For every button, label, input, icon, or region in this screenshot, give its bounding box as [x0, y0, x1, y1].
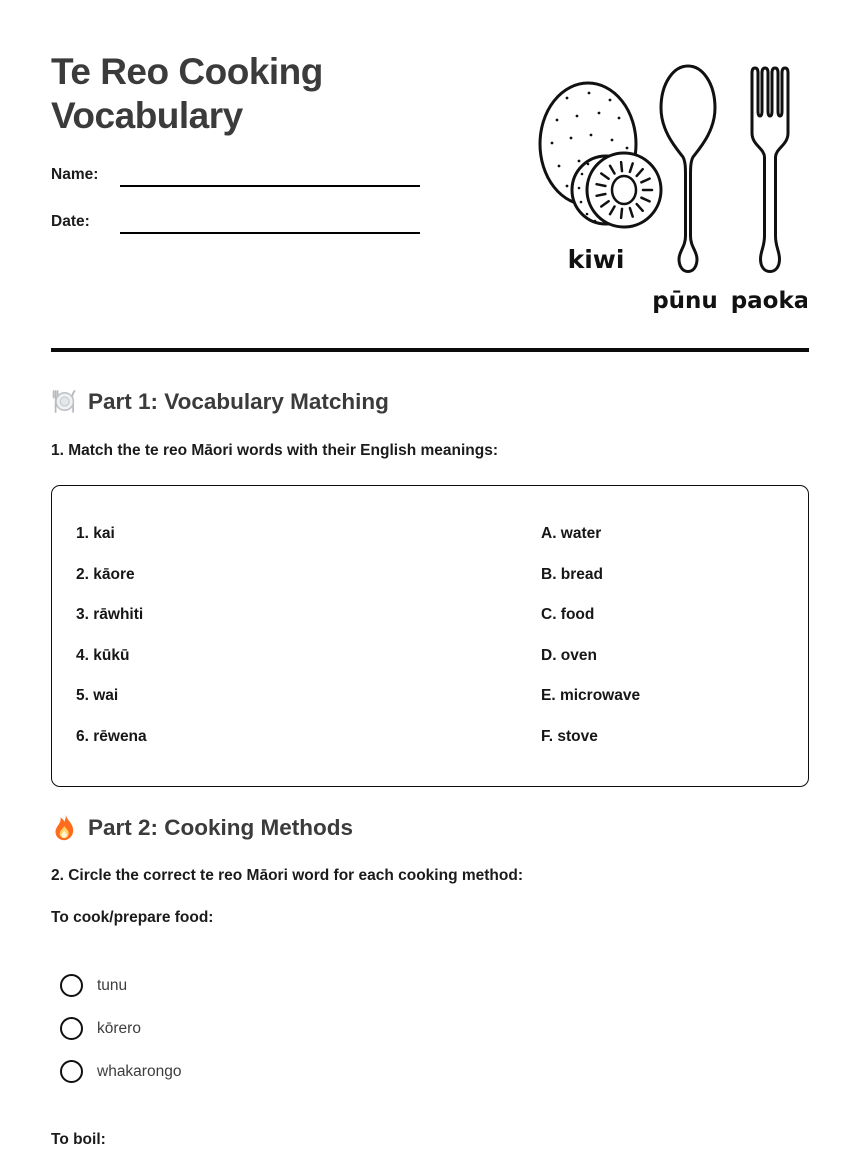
name-input[interactable]	[120, 162, 420, 187]
plate-with-cutlery-icon	[51, 388, 78, 415]
spoon-caption: pūnu	[652, 288, 718, 313]
question1-options	[51, 964, 809, 1093]
fork-drawing	[752, 68, 788, 272]
match-item: 3. rāwhiti	[76, 606, 144, 623]
option-row-tunu[interactable]	[51, 964, 809, 1007]
option-label: whakarongo	[97, 1062, 182, 1080]
part1-instruction: 1. Match the te reo Māori words with their English meanings:	[51, 442, 498, 459]
option-label: tunu	[97, 976, 128, 994]
name-label: Name:	[51, 166, 99, 183]
match-item: C. food	[541, 606, 595, 623]
name-field-row	[51, 162, 420, 187]
date-input[interactable]	[120, 209, 420, 234]
spoon-drawing	[661, 66, 715, 272]
radio-circle[interactable]	[60, 974, 83, 997]
part2-section	[51, 814, 809, 1149]
section-divider	[51, 348, 809, 352]
part2-heading-text: Part 2: Cooking Methods	[88, 814, 354, 840]
match-item: 2. kāore	[76, 565, 135, 583]
worksheet-header	[51, 0, 809, 348]
kiwi-caption: kiwi	[567, 245, 625, 274]
match-item: 6. rēwena	[76, 727, 147, 745]
option-row-korero[interactable]	[51, 1007, 809, 1050]
part2-heading	[51, 814, 809, 841]
option-label: kōrero	[97, 1019, 141, 1037]
page-title: Te Reo Cooking Vocabulary	[51, 51, 323, 136]
match-item: 4. kūkū	[76, 646, 130, 664]
question2-label: To boil:	[51, 1131, 106, 1148]
part1-section	[51, 388, 809, 787]
radio-circle[interactable]	[60, 1060, 83, 1083]
english-meanings-column	[541, 525, 784, 786]
option-row-whakarongo[interactable]	[51, 1050, 809, 1093]
fire-icon	[51, 814, 78, 841]
kiwi-cutlery-illustration	[527, 58, 807, 313]
question1-label: To cook/prepare food:	[51, 909, 214, 926]
part1-heading-text: Part 1: Vocabulary Matching	[88, 388, 389, 414]
date-label: Date:	[51, 213, 90, 230]
maori-words-column	[76, 525, 541, 786]
match-item: B. bread	[541, 565, 604, 583]
date-field-row	[51, 209, 420, 234]
match-item: A. water	[541, 525, 602, 542]
match-item: F. stove	[541, 727, 598, 745]
part1-heading	[51, 388, 809, 415]
match-item: D. oven	[541, 646, 597, 664]
fork-caption: paoka	[730, 288, 807, 313]
sliced-kiwi-drawing	[572, 153, 661, 227]
match-item: 5. wai	[76, 687, 119, 704]
radio-circle[interactable]	[60, 1017, 83, 1040]
matching-box	[51, 485, 809, 787]
match-item: E. microwave	[541, 687, 641, 704]
kiwi-cutlery-svg	[527, 58, 807, 313]
match-item: 1. kai	[76, 525, 115, 542]
part2-instruction: 2. Circle the correct te reo Māori word for each cooking method:	[51, 867, 523, 884]
